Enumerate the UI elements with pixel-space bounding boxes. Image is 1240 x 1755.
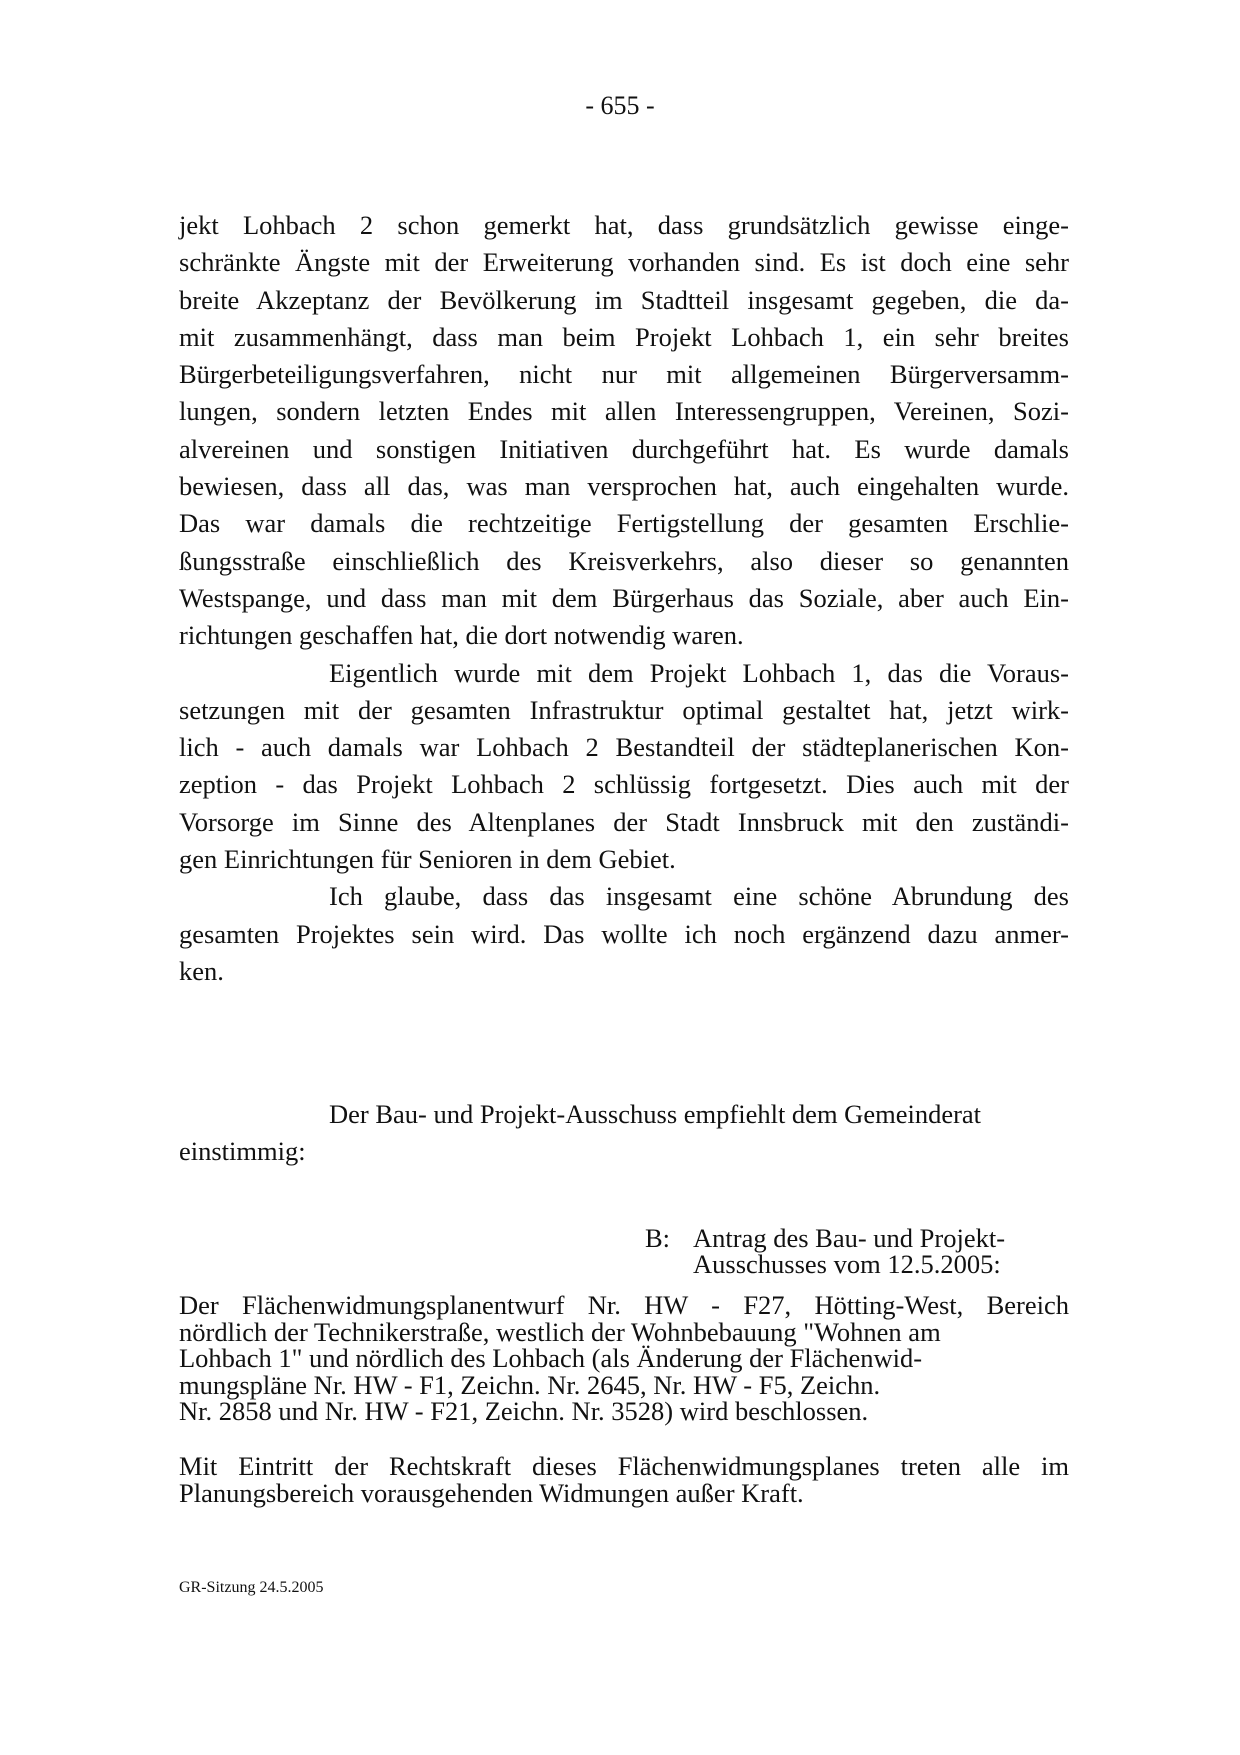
text-line: mit zusammenhängt, dass man beim Projekt Lohbach 1, ein sehr breites <box>179 321 1069 352</box>
text-line: Nr. 2858 und Nr. HW - F21, Zeichn. Nr. 3528) wird beschlossen. <box>179 1396 869 1426</box>
text-line: schränkte Ängste mit der Erweiterung vorhanden sind. Es ist doch eine sehr <box>179 247 1069 278</box>
motion-label: B: <box>645 1223 671 1253</box>
text-line: Antrag des Bau- und Projekt- <box>693 1223 1006 1253</box>
text-line: zeption - das Projekt Lohbach 2 schlüssig fortgesetzt. Dies auch mit der <box>179 769 1069 800</box>
text-line: richtungen geschaffen hat, die dort notwendig waren. <box>179 620 744 651</box>
text-line: Der Flächenwidmungsplanentwurf Nr. HW - F27, Hötting-West, Bereich <box>179 1290 1069 1320</box>
text-line: Mit Eintritt der Rechtskraft dieses Flächenwidmungsplanes treten alle im <box>179 1451 1069 1481</box>
text-line: ßungsstraße einschließlich des Kreisverkehrs, also dieser so genannten <box>179 545 1069 576</box>
main-text <box>179 207 1069 990</box>
text-line: alvereinen und sonstigen Initiativen durchgeführt hat. Es wurde damals <box>179 433 1069 464</box>
text-line: Der Bau- und Projekt-Ausschuss empfiehlt dem Gemeinderat <box>329 1099 982 1129</box>
text-line: Bürgerbeteiligungsverfahren, nicht nur mit allgemeinen Bürgerversamm- <box>179 359 1069 390</box>
text-line: gesamten Projektes sein wird. Das wollte ich noch ergänzend dazu anmer- <box>179 918 1069 949</box>
text-line: breite Akzeptanz der Bevölkerung im Stadtteil insgesamt gegeben, die da- <box>179 284 1069 315</box>
text-line: gen Einrichtungen für Senioren in dem Gebiet. <box>179 844 676 875</box>
text-line: Eigentlich wurde mit dem Projekt Lohbach 1, das die Voraus- <box>329 657 1069 688</box>
text-line: bewiesen, dass all das, was man versprochen hat, auch eingehalten wurde. <box>179 471 1069 502</box>
text-line: Ich glaube, dass das insgesamt eine schöne Abrundung des <box>329 881 1069 912</box>
text-line: einstimmig: <box>179 1136 306 1167</box>
resolution-paragraph <box>179 1292 1069 1425</box>
page-number: - 655 - <box>585 91 655 120</box>
text-line: setzungen mit der gesamten Infrastruktur optimal gestaltet hat, jetzt wirk- <box>179 694 1069 725</box>
text-line: Planungsbereich vorausgehenden Widmungen außer Kraft. <box>179 1477 804 1508</box>
text-line: jekt Lohbach 2 schon gemerkt hat, dass grundsätzlich gewisse einge- <box>179 210 1069 240</box>
text-line: Ausschusses vom 12.5.2005: <box>693 1249 1001 1279</box>
text-line: nördlich der Technikerstraße, westlich der Wohnbebauung "Wohnen am <box>179 1316 941 1347</box>
text-line: Westspange, und dass man mit dem Bürgerhaus das Soziale, aber auch Ein- <box>179 582 1069 613</box>
footer-session-date: GR-Sitzung 24.5.2005 <box>179 1579 324 1596</box>
text-line: ken. <box>179 955 224 986</box>
resolution-paragraph <box>179 1453 1069 1506</box>
text-line: Das war damals die rechtzeitige Fertigstellung der gesamten Erschlie- <box>179 508 1069 539</box>
text-line: mungspläne Nr. HW - F1, Zeichn. Nr. 2645, Nr. HW - F5, Zeichn. <box>179 1369 881 1400</box>
committee-recommendation <box>179 1096 1069 1171</box>
motion-title <box>693 1225 1005 1277</box>
text-line: lich - auch damals war Lohbach 2 Bestandteil der städteplanerischen Kon- <box>179 732 1069 763</box>
text-line: lungen, sondern letzten Endes mit allen Interessengruppen, Vereinen, Sozi- <box>179 396 1069 427</box>
text-line: Vorsorge im Sinne des Altenplanes der Stadt Innsbruck mit den zuständi- <box>179 806 1069 837</box>
text-line: Lohbach 1" und nördlich des Lohbach (als Änderung der Flächenwid- <box>179 1343 923 1373</box>
